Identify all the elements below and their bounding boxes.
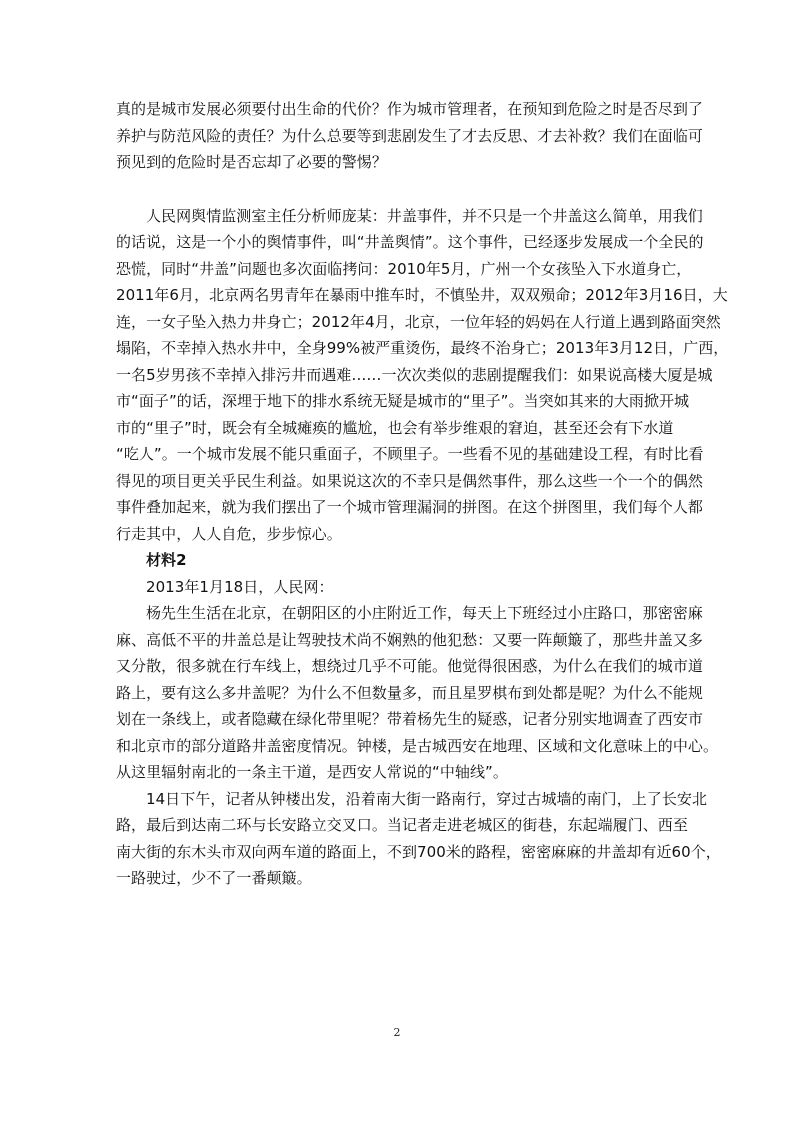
- paragraph: [116, 203, 729, 548]
- text-line: 又分散，很多就在行车线上，想绕过几乎不可能。他觉得很困惑，为什么在我们的城市道: [116, 657, 703, 675]
- text-line: 从这里辐射南北的一条主干道，是西安人常说的“中轴线”。: [116, 763, 508, 781]
- text-line: 南大街的东木头市双向两车道的路面上，不到700米的路程，密密麻麻的井盖却有近60个，: [116, 842, 721, 861]
- text-line: 一名5岁男孩不幸掉入排污井而遇难……一次次类似的悲剧提醒我们：如果说高楼大厦是城: [116, 365, 713, 384]
- text-line: 连，一女子坠入热力井身亡；2012年4月，北京，一位年轻的妈妈在人行道上遇到路面突然: [116, 312, 721, 331]
- text-line: 麻、高低不平的井盖总是让驾驶技术尚不娴熟的他犯愁：又要一阵颠簸了，那些井盖又多: [116, 630, 703, 649]
- page-number: 2: [393, 1026, 401, 1039]
- text-line: 人民网舆情监测室主任分析师庞某：井盖事件，并不只是一个井盖这么简单，用我们: [146, 206, 703, 225]
- text-line: 事件叠加起来，就为我们摆出了一个城市管理漏洞的拼图。在这个拼图里，我们每个人都: [116, 498, 703, 516]
- text-line: 行走其中，人人自危，步步惊心。: [116, 524, 342, 543]
- paragraph: [116, 96, 703, 176]
- text-line: 2011年6月，北京两名男青年在暴雨中推车时，不慎坠井，双双殒命；2012年3月16日，大: [116, 286, 728, 304]
- text-line: 得见的项目更关乎民生利益。如果说这次的不幸只是偶然事件，那么这些一个一个的偶然: [116, 471, 703, 490]
- text-line: 路，最后到达南二环与长安路立交叉口。当记者走进老城区的街巷，东起端履门、西至: [116, 816, 688, 834]
- text-line: 的话说，这是一个小的舆情事件，叫“井盖舆情”。这个事件，已经逐步发展成一个全民的: [116, 233, 704, 251]
- text-line: 市的“里子”时，既会有全城瘫痪的尴尬，也会有举步维艰的窘迫，甚至还会有下水道: [116, 418, 674, 437]
- paragraph: [116, 786, 721, 892]
- paragraph-gap: [116, 176, 676, 203]
- text-line: 真的是城市发展必须要付出生命的代价？作为城市管理者，在预知到危险之时是否尽到了: [116, 100, 703, 118]
- text-line: “吃人”。一个城市发展不能只重面子，不顾里子。一些看不见的基础建设工程，有时比看: [116, 445, 704, 463]
- text-line: 一路驶过，少不了一番颠簸。: [116, 869, 312, 887]
- text-line: 路上，要有这么多井盖呢？为什么不但数量多，而且星罗棋布到处都是呢？为什么不能规: [116, 683, 703, 702]
- text-line: 和北京市的部分道路井盖密度情况。钟楼，是古城西安在地理、区域和文化意味上的中心。: [116, 736, 719, 755]
- text-line: 杨先生生活在北京，在朝阳区的小庄附近工作，每天上下班经过小庄路口，那密密麻: [146, 604, 703, 622]
- text-line: 养护与防范风险的责任？为什么总要等到悲剧发生了才去反思、才去补救？我们在面临可: [116, 126, 703, 145]
- text-line: 恐慌，同时“井盖”问题也多次面临拷问：2010年5月，广州一个女孩坠入下水道身亡，: [116, 259, 692, 278]
- text-line: 预见到的危险时是否忘却了必要的警惕？: [116, 153, 387, 171]
- text-line: 市“面子”的话，深埋于地下的排水系统无疑是城市的“里子”。当突如其来的大雨掀开城: [116, 392, 690, 410]
- document-body: [116, 96, 729, 892]
- paragraph: [116, 600, 719, 786]
- text-line: 14日下午，记者从钟楼出发，沿着南大街一路南行，穿过古城墙的南门，上了长安北: [146, 789, 707, 808]
- text-line: 塌陷，不幸掉入热水井中，全身99%被严重烫伤，最终不治身亡；2013年3月12日，广西，: [116, 339, 729, 357]
- source-line: 2013年1月18日，人民网：: [146, 577, 334, 596]
- section-heading: 材料2: [146, 551, 187, 569]
- text-line: 划在一条线上，或者隐藏在绿化带里呢？带着杨先生的疑惑，记者分别实地调查了西安市: [116, 710, 703, 728]
